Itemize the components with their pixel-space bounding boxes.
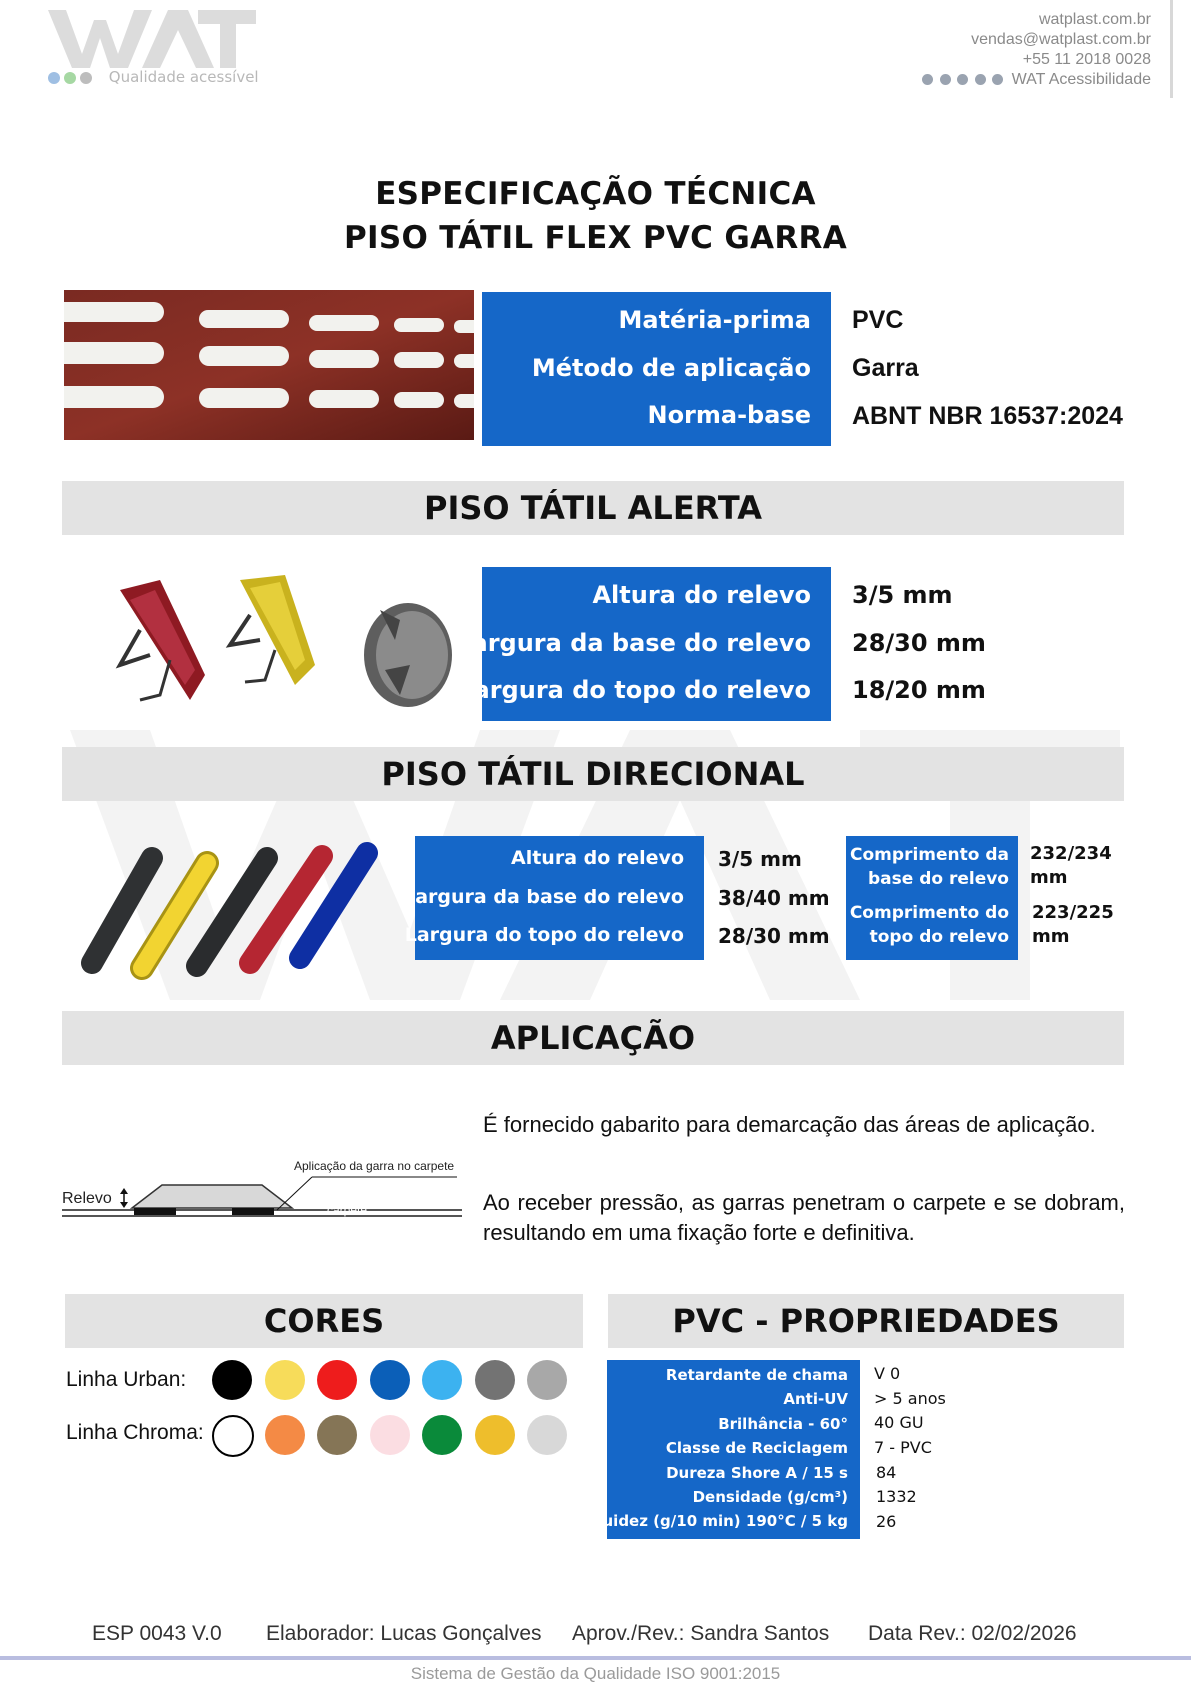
phone-number: +55 11 2018 0028: [1022, 51, 1151, 68]
pvc-label-brilhancia: Brilhância - 60°: [718, 1415, 848, 1433]
alerta-label-base: Largura da base do relevo: [456, 629, 811, 657]
product-photo: [64, 290, 474, 440]
color-swatch: [527, 1360, 567, 1400]
pvc-props-box: [587, 1360, 860, 1539]
alerta-value-base: 28/30 mm: [852, 629, 986, 657]
email-link[interactable]: vendas@watplast.com.br: [971, 31, 1151, 48]
spec-value-norma: ABNT NBR 16537:2024: [852, 402, 1123, 430]
general-specs-box: [482, 292, 831, 446]
title-line1: ESPECIFICAÇÃO TÉCNICA: [375, 176, 816, 212]
direcional-label-comp-base-1: Comprimento da: [850, 845, 1009, 865]
cores-line-urban-label: Linha Urban:: [66, 1368, 187, 1391]
direcional-value-comp-topo-1: 223/225: [1032, 902, 1114, 923]
direcional-value-topo: 28/30 mm: [718, 924, 830, 948]
footer-data-rev: Data Rev.: 02/02/2026: [868, 1622, 1077, 1645]
pvc-value-brilhancia: 40 GU: [874, 1413, 924, 1432]
section-cores-heading: CORES: [65, 1294, 583, 1348]
pvc-value-antiuv: > 5 anos: [874, 1389, 946, 1408]
pvc-value-fluidez: 26: [876, 1512, 897, 1531]
pvc-label-densidade: Densidade (g/cm³): [692, 1488, 848, 1506]
direcional-value-comp-base-2: mm: [1030, 867, 1068, 888]
direcional-label-comp-base-2: base do relevo: [867, 869, 1009, 889]
color-swatch: [370, 1415, 410, 1455]
pvc-value-reciclagem: 7 - PVC: [874, 1438, 932, 1457]
pvc-value-densidade: 1332: [876, 1487, 917, 1506]
direcional-label-comp-topo-1: Comprimento do: [849, 903, 1009, 923]
spec-value-metodo: Garra: [852, 354, 919, 382]
color-swatch: [265, 1415, 305, 1455]
footer-divider: [0, 1656, 1191, 1660]
dot-blue: [48, 72, 60, 84]
direcional-value-altura: 3/5 mm: [718, 847, 802, 871]
tagline: Qualidade acessível: [48, 68, 259, 86]
twitter-icon[interactable]: [975, 74, 986, 85]
section-aplicacao-heading: APLICAÇÃO: [62, 1011, 1124, 1065]
dot-gray: [80, 72, 92, 84]
section-alerta-heading: PISO TÁTIL ALERTA: [62, 481, 1124, 535]
direcional-label-base: Largura da base do relevo: [403, 886, 684, 908]
direcional-label-comp-topo-2: topo do relevo: [869, 927, 1009, 947]
color-swatch: [265, 1360, 305, 1400]
spec-label-norma: Norma-base: [647, 401, 811, 429]
pvc-label-dureza: Dureza Shore A / 15 s: [666, 1464, 848, 1482]
linkedin-icon[interactable]: [992, 74, 1003, 85]
section-direcional-heading: PISO TÁTIL DIRECIONAL: [62, 747, 1124, 801]
social-handle: WAT Acessibilidade: [1011, 71, 1151, 88]
footer-doc-code: ESP 0043 V.0: [92, 1622, 222, 1645]
color-swatch: [422, 1360, 462, 1400]
pvc-value-dureza: 84: [876, 1463, 897, 1482]
website-link[interactable]: watplast.com.br: [1038, 11, 1151, 28]
diagram-label-garra: Aplicação da garra no carpete: [294, 1159, 455, 1173]
color-swatch: [212, 1360, 252, 1400]
direcional-specs-box-b: [846, 836, 1018, 960]
alerta-value-topo: 18/20 mm: [852, 676, 986, 704]
title-line2: PISO TÁTIL FLEX PVC GARRA: [343, 220, 847, 256]
aplicacao-paragraph-2: Ao receber pressão, as garras penetram o carpete e se dobram, resultando em uma fixação forte e definitiva.: [483, 1190, 1125, 1245]
direcional-label-altura: Altura do relevo: [511, 847, 684, 869]
footer-elaborador: Elaborador: Lucas Gonçalves: [266, 1622, 542, 1645]
direcional-label-topo: Largura do topo do relevo: [404, 924, 684, 946]
pvc-label-reciclagem: Classe de Reciclagem: [665, 1439, 848, 1457]
contact-block: [920, 10, 1151, 90]
pvc-value-retardante: V 0: [874, 1364, 901, 1383]
cores-line-chroma-label: Linha Chroma:: [66, 1421, 204, 1444]
alerta-label-topo: Largura do topo do relevo: [458, 676, 811, 704]
alerta-specs-box: [456, 567, 831, 721]
aplicacao-diagram: [62, 1150, 472, 1230]
direcional-value-comp-base-1: 232/234: [1030, 843, 1112, 864]
color-swatch: [317, 1360, 357, 1400]
instagram-icon[interactable]: [922, 74, 933, 85]
spec-label-materia: Matéria-prima: [618, 306, 811, 334]
aplicacao-paragraph-1: É fornecido gabarito para demarcação das áreas de aplicação.: [483, 1112, 1096, 1137]
footer-aprov: Aprov./Rev.: Sandra Santos: [572, 1622, 830, 1645]
dot-green: [64, 72, 76, 84]
direcional-specs-box-a: [403, 836, 704, 960]
footer-system: Sistema de Gestão da Qualidade ISO 9001:2015: [410, 1664, 781, 1683]
section-pvc-heading: PVC - PROPRIEDADES: [608, 1294, 1124, 1348]
diagram-label-carpete: carpete: [327, 1203, 368, 1217]
alerta-product-image: [100, 570, 460, 720]
spec-value-materia: PVC: [852, 306, 904, 334]
direcional-product-image: [72, 838, 382, 988]
youtube-icon[interactable]: [957, 74, 968, 85]
alerta-label-altura: Altura do relevo: [592, 581, 811, 609]
color-swatch: [422, 1415, 462, 1455]
color-swatch: [370, 1360, 410, 1400]
facebook-icon[interactable]: [940, 74, 951, 85]
color-swatch: [475, 1415, 515, 1455]
alerta-value-altura: 3/5 mm: [852, 581, 953, 609]
pvc-label-retardante: Retardante de chama: [665, 1366, 848, 1384]
wat-logo: [48, 4, 276, 74]
pvc-label-antiuv: Anti-UV: [783, 1390, 848, 1408]
direcional-value-comp-topo-2: mm: [1032, 926, 1070, 947]
color-swatch: [212, 1415, 254, 1457]
color-swatch: [527, 1415, 567, 1455]
direcional-value-base: 38/40 mm: [718, 886, 830, 910]
edge-line: [1170, 0, 1173, 98]
svg-text:WAT: WAT: [48, 4, 51, 5]
diagram-label-relevo: Relevo: [62, 1190, 112, 1207]
color-swatch: [317, 1415, 357, 1455]
pvc-label-fluidez: Fluidez (g/10 min) 190°C / 5 kg: [587, 1512, 848, 1530]
color-swatch: [475, 1360, 515, 1400]
social-row: [920, 70, 1151, 90]
spec-label-metodo: Método de aplicação: [531, 354, 811, 382]
